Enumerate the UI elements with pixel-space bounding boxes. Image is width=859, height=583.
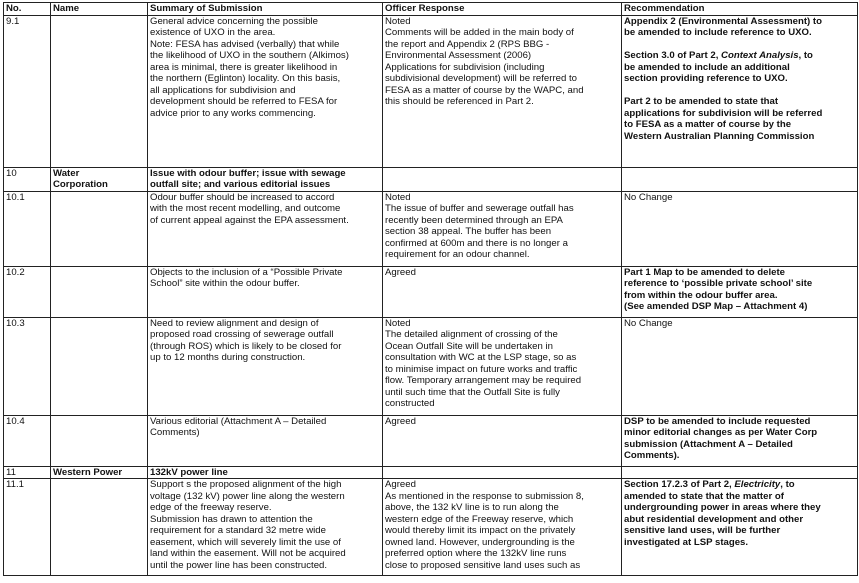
summary-line: Objects to the inclusion of a “Possible Private bbox=[150, 266, 343, 278]
row-name bbox=[51, 15, 148, 167]
response-cell bbox=[383, 266, 622, 317]
rec-line: minor editorial changes as per Water Corp bbox=[624, 427, 818, 438]
header-summary: Summary of Submission bbox=[148, 3, 383, 16]
response-line: requirement for an odour channel. bbox=[385, 249, 530, 260]
header-no: No. bbox=[4, 3, 51, 16]
table-row bbox=[4, 266, 858, 317]
rec-text: , to bbox=[798, 50, 813, 61]
summary-line: Submission has drawn to attention the bbox=[150, 513, 313, 525]
rec-line: be amended to include an additional bbox=[624, 61, 790, 73]
response-line: until such time that the Outfall Site is fully bbox=[385, 386, 560, 398]
rec-line: reference to ‘possible private school’ site bbox=[624, 278, 813, 289]
summary-line: Note: FESA has advised (verbally) that while bbox=[150, 38, 340, 50]
row-number: 10.4 bbox=[4, 415, 51, 466]
response-cell bbox=[383, 415, 622, 466]
summary-cell bbox=[148, 167, 383, 191]
response-line: subdivisional development) will be referred to bbox=[385, 73, 577, 84]
header-name: Name bbox=[51, 3, 148, 16]
recommendation-cell bbox=[622, 167, 858, 191]
summary-line: (through ROS) which is likely to be closed for bbox=[150, 340, 342, 352]
response-line: would thereby limit its impact on the privately bbox=[385, 525, 576, 536]
response-line: preferred option where the 132kV line runs bbox=[385, 548, 567, 559]
summary-line: voltage (132 kV) power line along the western bbox=[150, 490, 345, 502]
row-number: 11 bbox=[4, 466, 51, 479]
header-officer-response: Officer Response bbox=[383, 3, 622, 16]
rec-line: be amended to include reference to UXO. bbox=[624, 27, 812, 38]
rec-line: (See amended DSP Map – Attachment 4) bbox=[624, 301, 808, 312]
response-line: this should be referenced in Part 2. bbox=[385, 96, 534, 107]
response-cell bbox=[383, 466, 622, 479]
summary-line: easement, which will severely limit the use of bbox=[150, 536, 341, 548]
summary-line: the northern (Eglinton) locality. On this basis, bbox=[150, 73, 341, 84]
summary-line: Issue with odour buffer; issue with sewage bbox=[150, 167, 346, 179]
recommendation-cell bbox=[622, 466, 858, 479]
response-line: The detailed alignment of crossing of the bbox=[385, 329, 558, 340]
summary-line: Need to review alignment and design of bbox=[150, 317, 319, 329]
row-name bbox=[51, 191, 148, 266]
recommendation-cell bbox=[622, 317, 858, 415]
rec-line: No Change bbox=[624, 191, 673, 203]
summary-line: Odour buffer should be increased to accord bbox=[150, 191, 335, 203]
response-line: western edge of the Freeway reserve, which bbox=[385, 513, 574, 525]
response-cell bbox=[383, 479, 622, 576]
rec-line bbox=[624, 50, 855, 62]
rec-italic-text: Electricity bbox=[734, 479, 781, 490]
summary-line: development should be referred to FESA for bbox=[150, 96, 338, 107]
rec-line: abut residential development and other bbox=[624, 513, 804, 525]
recommendation-cell bbox=[622, 479, 858, 576]
rec-line: Western Australian Planning Commission bbox=[624, 130, 815, 142]
summary-cell bbox=[148, 479, 383, 576]
summary-line: existence of UXO in the area. bbox=[150, 27, 276, 38]
rec-line: sensitive land uses, will be further bbox=[624, 525, 781, 536]
rec-line: Comments). bbox=[624, 450, 680, 461]
summary-line: proposed road crossing of sewerage outfall bbox=[150, 329, 334, 340]
response-line: consultation with WC at the LSP stage, so as bbox=[385, 352, 577, 363]
response-line: Noted bbox=[385, 191, 411, 203]
response-cell bbox=[383, 15, 622, 167]
row-name bbox=[51, 167, 148, 191]
rec-text: , to bbox=[780, 479, 795, 490]
summary-line: up to 12 months during construction. bbox=[150, 352, 306, 363]
response-line: the report and Appendix 2 (RPS BBG - bbox=[385, 38, 550, 50]
rec-line: Part 1 Map to be amended to delete bbox=[624, 266, 785, 278]
summary-cell bbox=[148, 415, 383, 466]
summary-line: General advice concerning the possible bbox=[150, 15, 318, 27]
row-number: 10.3 bbox=[4, 317, 51, 415]
spacer bbox=[624, 39, 855, 51]
rec-line: to FESA as a matter of course by the bbox=[624, 119, 792, 130]
response-line: flow. Temporary arrangement may be required bbox=[385, 375, 582, 386]
table-row bbox=[4, 415, 858, 466]
summary-cell bbox=[148, 317, 383, 415]
recommendation-cell bbox=[622, 266, 858, 317]
response-cell bbox=[383, 167, 622, 191]
rec-line bbox=[624, 479, 855, 491]
summary-line: Comments) bbox=[150, 427, 200, 438]
summary-line: outfall site; and various editorial issues bbox=[150, 179, 331, 190]
rec-text: Section 17.2.3 of Part 2, bbox=[624, 479, 735, 490]
name-line: Corporation bbox=[53, 179, 108, 190]
rec-line: Appendix 2 (Environmental Assessment) to bbox=[624, 15, 822, 27]
summary-line: edge of the freeway reserve. bbox=[150, 502, 272, 513]
summary-line: School” site within the odour buffer. bbox=[150, 278, 300, 289]
table-row bbox=[4, 167, 858, 191]
response-line: owned land. However, undergrounding is the bbox=[385, 536, 575, 548]
summary-cell bbox=[148, 15, 383, 167]
header-recommendation: Recommendation bbox=[622, 3, 858, 16]
summary-line: the likelihood of UXO in the southern (Alkimos) bbox=[150, 50, 349, 61]
rec-text: Section 3.0 of Part 2, bbox=[624, 50, 722, 61]
response-line: Agreed bbox=[385, 266, 416, 278]
row-number: 11.1 bbox=[4, 479, 51, 576]
response-line: Noted bbox=[385, 317, 411, 329]
response-line: confirmed at 600m and there is no longer a bbox=[385, 237, 568, 249]
row-number: 10.2 bbox=[4, 266, 51, 317]
name-line: Water bbox=[53, 167, 80, 179]
table-row bbox=[4, 479, 858, 576]
row-name bbox=[51, 479, 148, 576]
response-line: As mentioned in the response to submission 8, bbox=[385, 490, 584, 502]
summary-line: all applications for subdivision and bbox=[150, 84, 296, 96]
row-name: Western Power bbox=[51, 466, 148, 479]
summary-line: advice prior to any works commencing. bbox=[150, 107, 316, 119]
table-row bbox=[4, 466, 858, 479]
rec-italic-text: Context Analysis bbox=[721, 50, 799, 61]
response-line: Noted bbox=[385, 15, 411, 27]
response-line: to minimise impact on future works and traffic bbox=[385, 363, 578, 375]
table-row bbox=[4, 15, 858, 167]
rec-line: investigated at LSP stages. bbox=[624, 536, 749, 548]
row-number: 10 bbox=[4, 167, 51, 191]
response-cell bbox=[383, 317, 622, 415]
row-name bbox=[51, 317, 148, 415]
summary-line: land within the easement. Will not be acquired bbox=[150, 548, 346, 559]
row-name bbox=[51, 415, 148, 466]
summary-line: requirement for a standard 32 metre wide bbox=[150, 525, 326, 536]
response-line: Agreed bbox=[385, 479, 416, 490]
rec-line: undergrounding power in areas where they bbox=[624, 502, 821, 513]
summary-line: Support s the proposed alignment of the high bbox=[150, 479, 342, 490]
response-cell bbox=[383, 191, 622, 266]
response-line: section 38 appeal. The buffer has been bbox=[385, 226, 552, 237]
table-row bbox=[4, 191, 858, 266]
rec-line: amended to state that the matter of bbox=[624, 490, 784, 502]
summary-cell bbox=[148, 266, 383, 317]
summary-cell: 132kV power line bbox=[148, 466, 383, 479]
recommendation-cell bbox=[622, 415, 858, 466]
submissions-table bbox=[3, 2, 858, 576]
table-row bbox=[4, 317, 858, 415]
summary-line: Various editorial (Attachment A – Detailed bbox=[150, 415, 327, 427]
rec-line: section providing reference to UXO. bbox=[624, 73, 788, 84]
recommendation-cell bbox=[622, 191, 858, 266]
response-line: Agreed bbox=[385, 415, 416, 427]
rec-line: applications for subdivision will be referred bbox=[624, 107, 823, 119]
summary-line: area is minimal, there is greater likelihood in bbox=[150, 61, 338, 73]
recommendation-cell bbox=[622, 15, 858, 167]
response-line: recently been determined through an EPA bbox=[385, 214, 563, 226]
row-number: 9.1 bbox=[4, 15, 51, 167]
row-number: 10.1 bbox=[4, 191, 51, 266]
response-line: Environmental Assessment (2006) bbox=[385, 50, 532, 61]
rec-line: Part 2 to be amended to state that bbox=[624, 96, 779, 107]
summary-line: of current appeal against the EPA assessment. bbox=[150, 214, 349, 226]
response-line: Applications for subdivision (including bbox=[385, 61, 545, 73]
spacer bbox=[624, 85, 855, 97]
response-line: Ocean Outfall Site will be undertaken in bbox=[385, 340, 553, 352]
summary-cell bbox=[148, 191, 383, 266]
rec-line: from within the odour buffer area. bbox=[624, 289, 778, 301]
summary-line: until the power line has been constructed. bbox=[150, 559, 328, 571]
response-line: Comments will be added in the main body of bbox=[385, 27, 574, 38]
summary-line: with the most recent modelling, and outcome bbox=[150, 203, 341, 214]
response-line: constructed bbox=[385, 398, 435, 409]
response-line: above, the 132 kV line is to run along the bbox=[385, 502, 559, 513]
rec-line: No Change bbox=[624, 317, 673, 329]
rec-line: DSP to be amended to include requested bbox=[624, 415, 811, 427]
rec-line: submission (Attachment A – Detailed bbox=[624, 438, 793, 450]
response-line: The issue of buffer and sewerage outfall has bbox=[385, 203, 574, 214]
response-line: close to proposed sensitive land uses such as bbox=[385, 559, 581, 571]
header-row bbox=[4, 3, 858, 16]
row-name bbox=[51, 266, 148, 317]
response-line: FESA as a matter of course by the WAPC, and bbox=[385, 84, 584, 96]
